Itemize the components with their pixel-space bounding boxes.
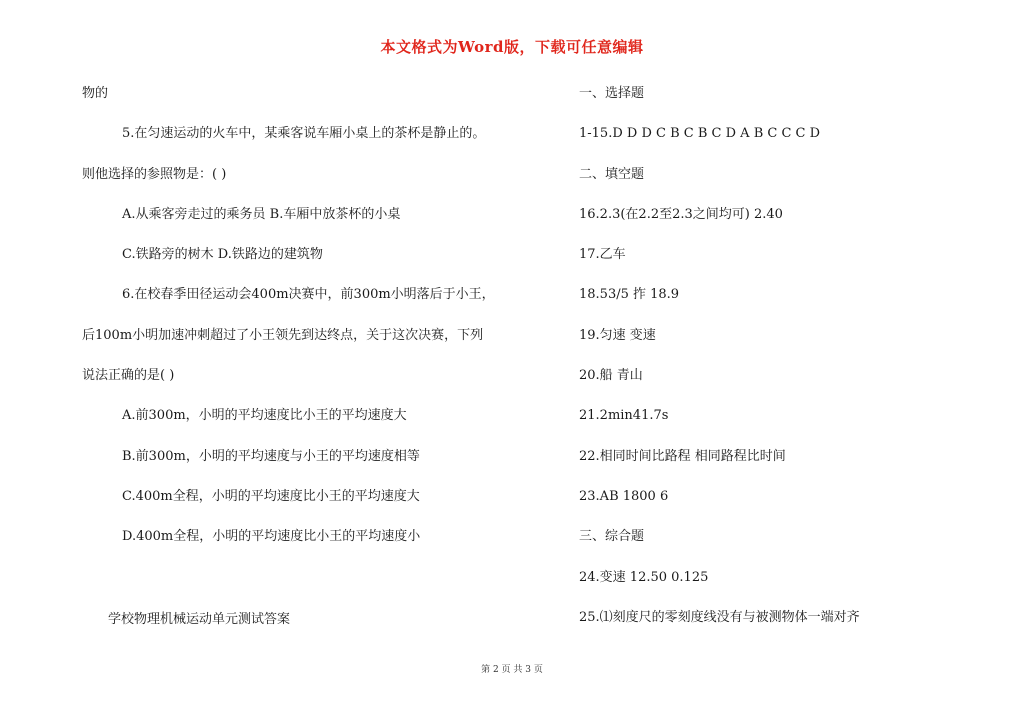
text-line: 物的	[82, 86, 109, 101]
option-line: A.从乘客旁走过的乘务员 B.车厢中放茶杯的小桌	[122, 206, 401, 222]
page-indicator: 第 2 页 共 3 页	[481, 665, 543, 675]
option-line: D.400m全程，小明的平均速度比小王的平均速度小	[122, 529, 421, 545]
answer-line: 21.2min41.7s	[579, 408, 669, 424]
answer-line: 25.⑴刻度尺的零刻度线没有与被测物体一端对齐	[579, 609, 860, 625]
option-line: C.铁路旁的树木 D.铁路边的建筑物	[122, 247, 323, 263]
answer-line: 23.AB 1800 6	[579, 488, 669, 504]
answer-line: 19.匀速 变速	[579, 327, 656, 343]
question-5-line: 5.在匀速运动的火车中，某乘客说车厢小桌上的茶杯是静止的。	[122, 126, 486, 142]
answer-line: 20.船 青山	[579, 368, 643, 384]
answer-line: 1-15.D D D C B C B C D A B C C C D	[579, 126, 821, 142]
text-line: 后100m小明加速冲刺超过了小王领先到达终点，关于这次决赛，下列	[82, 327, 484, 343]
option-line: A.前300m，小明的平均速度比小王的平均速度大	[122, 408, 407, 424]
section-heading: 三、综合题	[579, 529, 645, 545]
section-heading: 二、填空题	[579, 166, 645, 182]
section-heading: 一、选择题	[579, 86, 645, 101]
text-line: 说法正确的是( )	[82, 368, 175, 384]
text-line: 则他选择的参照物是：( )	[82, 166, 227, 182]
answer-line: 22.相同时间比路程 相同路程比时间	[579, 448, 786, 464]
option-line: B.前300m，小明的平均速度与小王的平均速度相等	[122, 448, 420, 464]
answer-line: 18.53/5 拃 18.9	[579, 287, 680, 303]
right-column	[579, 84, 979, 648]
question-6-line: 6.在校春季田径运动会400m决赛中，前300m小明落后于小王，	[122, 287, 495, 303]
left-column	[82, 84, 552, 568]
document-banner: 本文格式为Word版，下载可任意编辑	[380, 38, 644, 56]
answer-line: 16.2.3(在2.2至2.3之间均可) 2.40	[579, 206, 783, 222]
answer-section-title: 学校物理机械运动单元测试答案	[108, 612, 291, 627]
option-line: C.400m全程，小明的平均速度比小王的平均速度大	[122, 488, 420, 504]
answer-line: 24.变速 12.50 0.125	[579, 569, 709, 585]
answer-line: 17.乙车	[579, 247, 626, 263]
